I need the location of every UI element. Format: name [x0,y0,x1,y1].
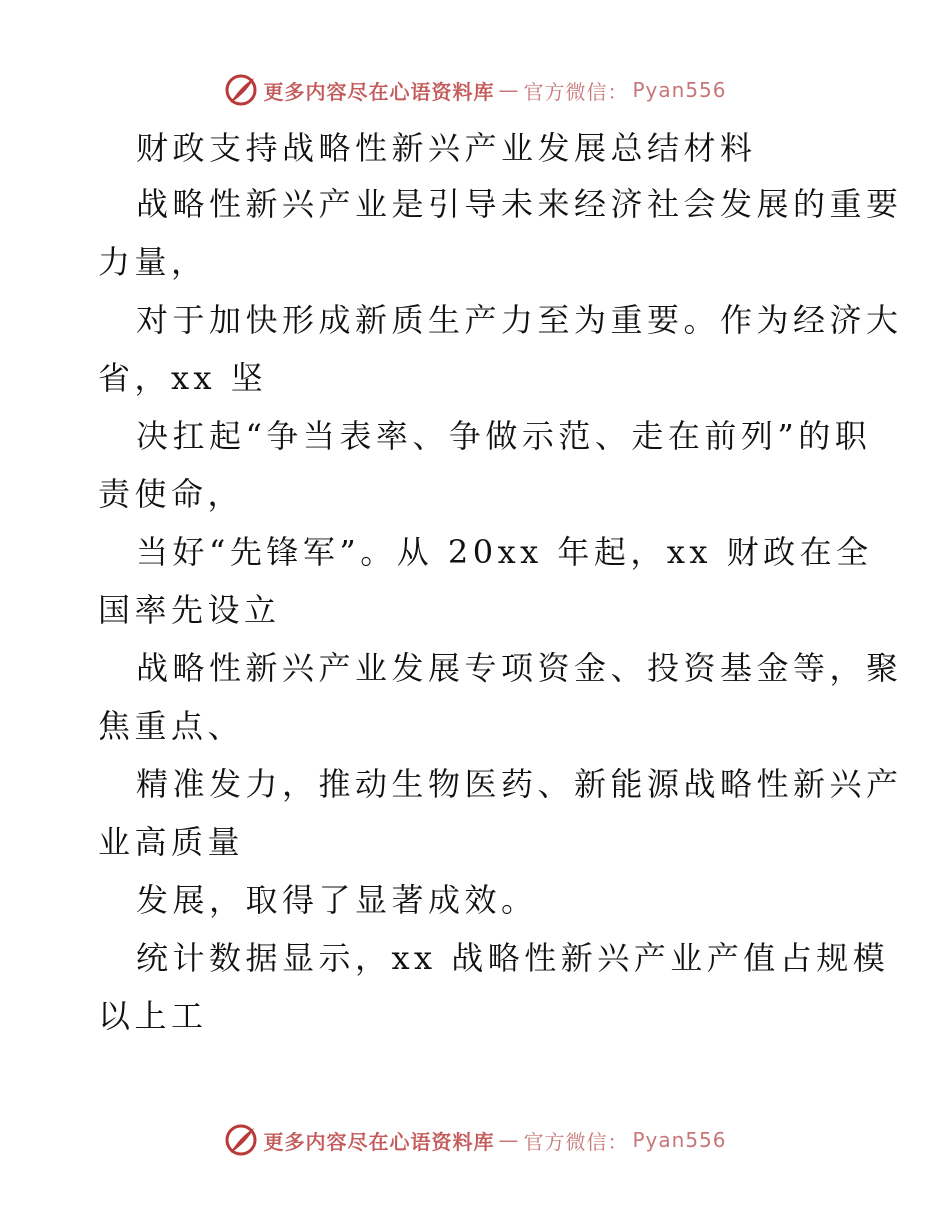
paragraph-line: 国率先设立 [98,591,281,629]
watermark-main-text: 更多内容尽在心语资料库 [263,79,495,104]
watermark-dash: — [498,78,520,102]
paragraph-line: 统计数据显示，xx 战略性新兴产业产值占规模 [136,939,890,977]
paragraph-line: 以上工 [98,997,208,1035]
paragraph-line: 业高质量 [98,823,245,861]
watermark-main-text: 更多内容尽在心语资料库 [263,1129,495,1154]
paragraph-line: 决扛起“争当表率、争做示范、走在前列”的职 [136,417,872,455]
watermark-id: Pyan556 [632,1128,727,1152]
paragraph-line: 战略性新兴产业发展专项资金、投资基金等，聚 [136,649,903,687]
paragraph-line: 责使命， [98,475,245,513]
paragraph-line: 精准发力，推动生物医药、新能源战略性新兴产 [136,765,903,803]
paragraph-line: 省，xx 坚 [98,359,268,397]
feather-pen-logo-icon [223,1122,259,1158]
document-title: 财政支持战略性新兴产业发展总结材料 [136,129,757,167]
paragraph-line: 当好“先锋军”。从 20xx 年起，xx 财政在全 [136,533,873,571]
watermark-sub-text: 官方微信： [523,79,629,104]
paragraph-line: 焦重点、 [98,707,245,745]
footer-watermark [0,1122,950,1158]
watermark-dash: — [498,1128,520,1152]
header-watermark [0,72,950,108]
paragraph-line: 力量， [98,243,208,281]
feather-pen-logo-icon [223,72,259,108]
watermark-id: Pyan556 [632,78,727,102]
paragraph-line: 发展，取得了显著成效。 [136,881,538,919]
watermark-sub-text: 官方微信： [523,1129,629,1154]
paragraph-line: 战略性新兴产业是引导未来经济社会发展的重要 [136,185,903,223]
paragraph-line: 对于加快形成新质生产力至为重要。作为经济大 [136,301,903,339]
